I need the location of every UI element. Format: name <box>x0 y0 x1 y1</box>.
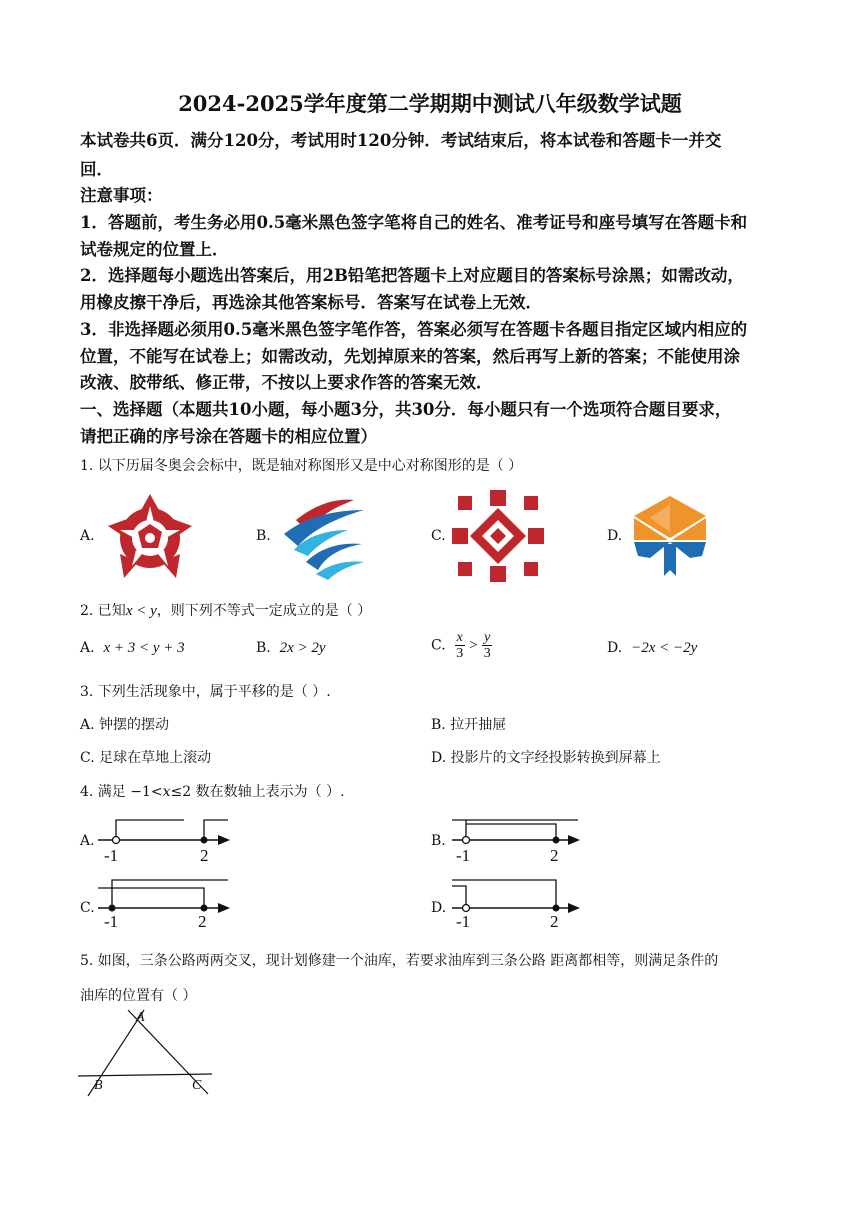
section-1-heading-line-2: 请把正确的序号涂在答题卡的相应位置） <box>80 427 377 446</box>
q5-stem-line-1: 5. 如图，三条公路两两交叉，现计划修建一个油库，若要求油库到三条公路 距离都相等，则满足条件的 <box>80 953 719 969</box>
q4-number-line-c <box>98 874 238 934</box>
q2-stem-math: x < y <box>125 603 157 619</box>
q4-d-tick-right: 2 <box>550 912 559 931</box>
beijing-2022-ribbon-icon <box>276 490 368 582</box>
q2-option-b-label: B. <box>256 640 271 656</box>
sarajevo-snowflake-icon <box>452 490 544 582</box>
q4-c-tick-left: -1 <box>104 912 119 931</box>
q4-stem-var: x <box>162 784 171 800</box>
q5-stem-line-2: 油库的位置有（ ） <box>80 988 197 1004</box>
q4-option-b-label: B. <box>431 833 446 849</box>
sapporo-snowflake-icon <box>104 492 196 582</box>
intro-line-1: 本试卷共6页．满分120分，考试用时120分钟．考试结束后，将本试卷和答题卡一并交 <box>80 131 722 150</box>
q2-option-c-relation: > <box>469 637 478 654</box>
q2-stem-prefix: 2. 已知 <box>80 603 126 619</box>
exam-title: 2024-2025学年度第二学期期中测试八年级数学试题 <box>178 91 682 116</box>
q2-option-d-label: D. <box>607 640 623 656</box>
q2-option-c-right-fraction: $\frac{y}{3}$ <box>483 630 491 661</box>
q2-option-a-label: A. <box>80 640 95 656</box>
q2-option-b-math: 2x > 2y <box>279 640 326 656</box>
q2-option-a-math: x + 3 < y + 3 <box>103 640 185 656</box>
notice-3-line-1: 3．非选择题必须用0.5毫米黑色签字笔作答，答案必须写在答题卡各题目指定区域内相应的 <box>80 320 748 339</box>
q3-option-c: C. 足球在草地上滚动 <box>80 750 212 766</box>
notice-heading: 注意事项： <box>80 186 163 205</box>
q5-point-c-label: C <box>192 1078 202 1093</box>
q4-b-tick-left: -1 <box>456 846 471 865</box>
q3-option-d: D. 投影片的文字经投影转换到屏幕上 <box>431 750 661 766</box>
q5-point-b-label: B <box>94 1078 103 1093</box>
q3-option-b: B. 拉开抽屉 <box>431 717 507 733</box>
notice-3-line-3: 改液、胶带纸、修正带，不按以上要求作答的答案无效． <box>80 373 493 392</box>
q2-option-c-left-fraction: $\frac{x}{3}$ <box>456 630 464 661</box>
q2-option-c-label: C. <box>431 637 446 654</box>
q4-c-tick-right: 2 <box>198 912 207 931</box>
q3-stem: 3. 下列生活现象中，属于平移的是（ ）. <box>80 684 331 700</box>
q1-option-d-label: D. <box>607 528 623 544</box>
notice-1-line-1: 1．答题前，考生务必用0.5毫米黑色签字笔将自己的姓名、准考证号和座号填写在答题卡和 <box>80 213 748 232</box>
q4-b-tick-right: 2 <box>550 846 559 865</box>
q1-option-c-label: C. <box>431 528 446 544</box>
q3-option-a: A. 钟摆的摆动 <box>80 717 170 733</box>
q4-stem-suffix: ≤2 数在数轴上表示为（ ）. <box>170 784 345 800</box>
q4-d-tick-left: -1 <box>456 912 471 931</box>
q4-number-line-b <box>452 806 592 866</box>
notice-2-line-2: 用橡皮擦干净后，再选涂其他答案标号．答案写在试卷上无效． <box>80 293 542 312</box>
notice-1-line-2: 试卷规定的位置上． <box>80 240 229 259</box>
intro-line-2: 回． <box>80 160 113 179</box>
q4-option-c-label: C. <box>80 900 95 916</box>
q2-stem-suffix: ，则下列不等式一定成立的是（ ） <box>156 603 372 619</box>
q1-option-b-label: B. <box>256 528 271 544</box>
q1-stem: 1. 以下历届冬奥会会标中，既是轴对称图形又是中心对称图形的是（ ） <box>80 458 523 474</box>
notice-3-line-2: 位置，不能写在试卷上；如需改动，先划掉原来的答案，然后再写上新的答案；不能使用涂 <box>80 347 740 366</box>
notice-2-line-1: 2．选择题每小题选出答案后，用2B铅笔把答题卡上对应题目的答案标号涂黑；如需改动， <box>80 266 744 285</box>
section-1-heading-line-1: 一、选择题（本题共10小题，每小题3分，共30分．每小题只有一个选项符合题目要求， <box>80 400 732 419</box>
q4-a-tick-left: -1 <box>104 846 119 865</box>
q2-option-d-math: −2x < −2y <box>631 640 698 656</box>
q4-option-d-label: D. <box>431 900 447 916</box>
q4-number-line-a <box>98 808 238 868</box>
q5-point-a-label: A <box>136 1010 145 1025</box>
lake-placid-snowflake-icon <box>630 494 710 576</box>
q4-number-line-d <box>452 874 592 934</box>
q4-stem-prefix: 4. 满足 −1< <box>80 784 163 800</box>
q4-a-tick-right: 2 <box>200 846 209 865</box>
q4-option-a-label: A. <box>80 833 95 849</box>
q1-option-a-label: A. <box>80 528 95 544</box>
